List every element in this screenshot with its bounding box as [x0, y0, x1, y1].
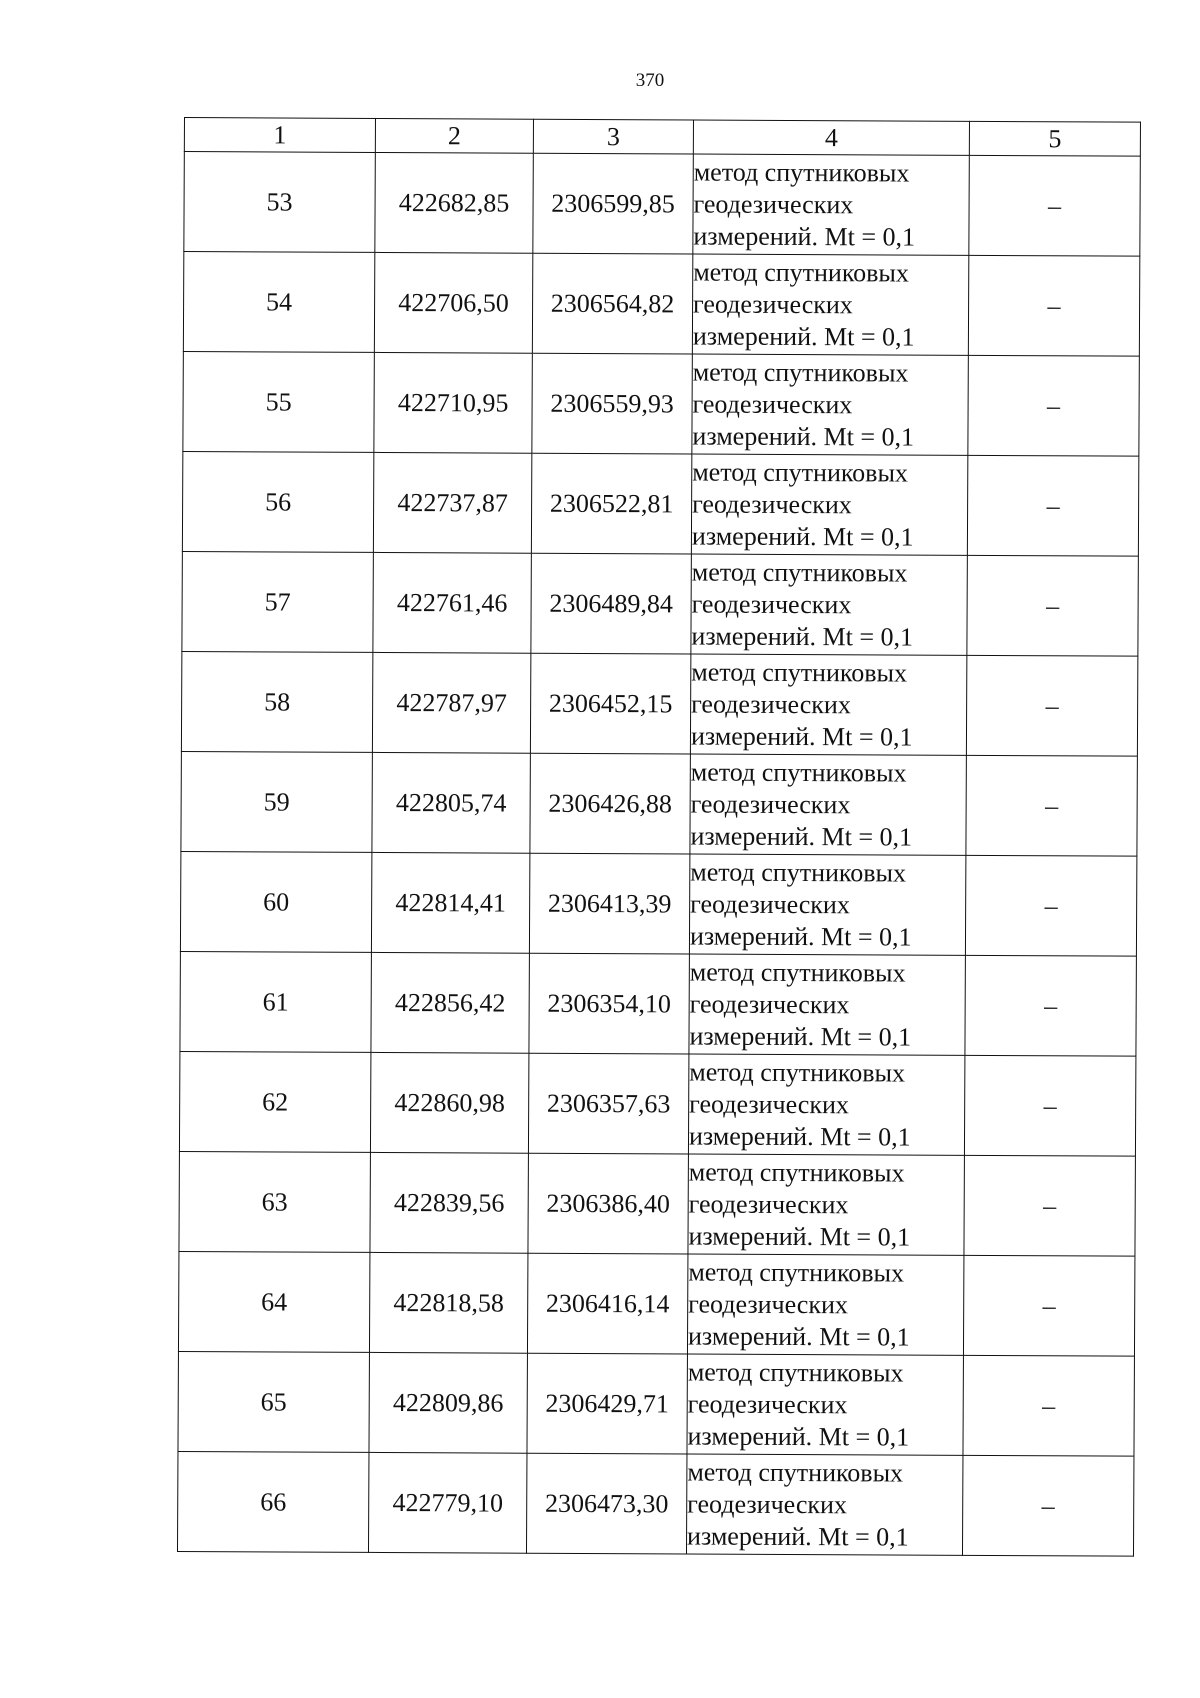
- y-coordinate-cell: 2306564,82: [532, 253, 692, 354]
- x-coordinate-cell: 422737,87: [373, 452, 531, 553]
- y-coordinate-cell: 2306489,84: [531, 553, 691, 654]
- method-line: метод спутниковых: [692, 456, 909, 488]
- note-cell: –: [968, 255, 1139, 356]
- point-number-cell: 57: [182, 551, 373, 652]
- method-cell: [688, 1154, 964, 1255]
- page-number: 370: [635, 70, 665, 91]
- method-cell: [693, 154, 969, 255]
- point-number-cell: 66: [177, 1451, 368, 1552]
- method-line: метод спутниковых: [689, 1056, 906, 1088]
- method-cell: [690, 654, 966, 755]
- method-cell: [688, 1054, 964, 1155]
- table-row: [182, 451, 1138, 556]
- y-coordinate-cell: 2306473,30: [526, 1453, 686, 1554]
- method-line: измерений. Mt = 0,1: [690, 720, 913, 752]
- table-body: [177, 152, 1140, 1557]
- column-header: 1: [184, 118, 375, 153]
- point-number-cell: 61: [180, 951, 371, 1052]
- method-line: геодезических: [692, 488, 852, 519]
- table-row: [184, 152, 1140, 257]
- method-line: измерений. Mt = 0,1: [687, 1420, 910, 1452]
- note-cell: –: [965, 955, 1136, 1056]
- method-line: измерений. Mt = 0,1: [691, 620, 914, 652]
- coordinates-table: [177, 117, 1141, 1557]
- method-line: геодезических: [691, 588, 852, 619]
- method-line: геодезических: [692, 388, 853, 419]
- y-coordinate-cell: 2306386,40: [528, 1153, 688, 1254]
- point-number-cell: 53: [184, 152, 375, 253]
- y-coordinate-cell: 2306357,63: [528, 1053, 688, 1154]
- method-cell: [692, 354, 968, 455]
- column-header: 2: [375, 118, 533, 153]
- method-line: измерений. Mt = 0,1: [690, 820, 913, 852]
- point-number-cell: 54: [183, 252, 374, 353]
- y-coordinate-cell: 2306452,15: [530, 653, 690, 754]
- point-number-cell: 62: [179, 1051, 370, 1152]
- method-line: метод спутниковых: [688, 1156, 905, 1188]
- table-row: [179, 1051, 1135, 1156]
- method-line: геодезических: [687, 1488, 848, 1519]
- method-cell: [690, 754, 966, 855]
- y-coordinate-cell: 2306599,85: [533, 153, 693, 254]
- method-line: метод спутниковых: [691, 656, 908, 688]
- point-number-cell: 60: [180, 851, 371, 952]
- note-cell: –: [963, 1355, 1134, 1456]
- method-line: геодезических: [689, 988, 850, 1019]
- table-row: [182, 551, 1138, 656]
- method-line: измерений. Mt = 0,1: [688, 1120, 911, 1152]
- x-coordinate-cell: 422805,74: [372, 752, 530, 853]
- method-cell: [692, 254, 968, 355]
- method-cell: [691, 454, 967, 555]
- note-cell: –: [963, 1255, 1134, 1356]
- column-header: 5: [969, 121, 1140, 156]
- method-cell: [686, 1454, 962, 1555]
- y-coordinate-cell: 2306413,39: [529, 853, 689, 954]
- point-number-cell: 63: [179, 1151, 370, 1252]
- table-row: [180, 851, 1136, 956]
- method-line: метод спутниковых: [687, 1356, 904, 1388]
- method-cell: [687, 1254, 963, 1355]
- x-coordinate-cell: 422787,97: [372, 652, 530, 753]
- method-line: геодезических: [693, 288, 853, 319]
- x-coordinate-cell: 422761,46: [373, 552, 531, 653]
- method-line: измерений. Mt = 0,1: [692, 420, 915, 452]
- method-line: геодезических: [690, 888, 850, 919]
- method-line: метод спутниковых: [690, 856, 907, 888]
- method-line: геодезических: [689, 1088, 849, 1119]
- table-header-row: [184, 118, 1140, 157]
- table-row: [183, 252, 1139, 357]
- method-line: измерений. Mt = 0,1: [691, 520, 914, 552]
- table-row: [178, 1251, 1134, 1356]
- method-cell: [689, 854, 965, 955]
- point-number-cell: 56: [182, 451, 373, 552]
- note-cell: –: [966, 655, 1137, 756]
- note-cell: –: [964, 1055, 1135, 1156]
- method-line: метод спутниковых: [687, 1456, 904, 1488]
- table-row: [177, 1451, 1133, 1556]
- x-coordinate-cell: 422809,86: [369, 1352, 527, 1453]
- method-line: измерений. Mt = 0,1: [692, 320, 915, 352]
- method-line: геодезических: [688, 1188, 849, 1219]
- method-line: метод спутниковых: [693, 256, 910, 288]
- method-line: геодезических: [687, 1388, 848, 1419]
- x-coordinate-cell: 422682,85: [375, 152, 533, 253]
- note-cell: –: [962, 1455, 1133, 1556]
- method-line: метод спутниковых: [692, 356, 909, 388]
- method-line: метод спутниковых: [691, 556, 908, 588]
- method-cell: [689, 954, 965, 1055]
- method-line: измерений. Mt = 0,1: [689, 1020, 912, 1052]
- note-cell: –: [964, 1155, 1135, 1256]
- x-coordinate-cell: 422818,58: [369, 1252, 527, 1353]
- method-line: метод спутниковых: [688, 1256, 905, 1288]
- table-row: [178, 1351, 1134, 1456]
- method-line: геодезических: [688, 1288, 849, 1319]
- note-cell: –: [967, 455, 1138, 556]
- method-line: метод спутниковых: [689, 956, 906, 988]
- x-coordinate-cell: 422814,41: [371, 852, 529, 953]
- point-number-cell: 65: [178, 1351, 369, 1452]
- column-header: 3: [533, 119, 693, 154]
- table-row: [183, 351, 1139, 456]
- note-cell: –: [965, 855, 1136, 956]
- x-coordinate-cell: 422779,10: [368, 1452, 526, 1553]
- method-cell: [687, 1354, 963, 1455]
- point-number-cell: 59: [181, 751, 372, 852]
- x-coordinate-cell: 422856,42: [371, 952, 529, 1053]
- y-coordinate-cell: 2306416,14: [527, 1253, 687, 1354]
- method-line: геодезических: [693, 188, 854, 219]
- column-header: 4: [693, 120, 969, 155]
- x-coordinate-cell: 422710,95: [374, 352, 532, 453]
- method-line: измерений. Mt = 0,1: [687, 1520, 909, 1552]
- y-coordinate-cell: 2306426,88: [530, 753, 690, 854]
- table-row: [181, 651, 1137, 756]
- y-coordinate-cell: 2306354,10: [529, 953, 689, 1054]
- method-line: метод спутниковых: [690, 756, 907, 788]
- y-coordinate-cell: 2306522,81: [531, 453, 691, 554]
- method-line: геодезических: [691, 688, 851, 719]
- method-line: измерений. Mt = 0,1: [688, 1220, 911, 1252]
- point-number-cell: 64: [178, 1251, 369, 1352]
- method-line: метод спутниковых: [693, 156, 910, 188]
- note-cell: –: [966, 755, 1137, 856]
- table-row: [179, 1151, 1135, 1256]
- note-cell: –: [967, 555, 1138, 656]
- y-coordinate-cell: 2306429,71: [527, 1353, 687, 1454]
- note-cell: –: [968, 355, 1139, 456]
- table-row: [181, 751, 1137, 856]
- y-coordinate-cell: 2306559,93: [532, 353, 692, 454]
- x-coordinate-cell: 422706,50: [374, 252, 532, 353]
- method-cell: [691, 554, 967, 655]
- point-number-cell: 58: [181, 651, 372, 752]
- table-row: [180, 951, 1136, 1056]
- method-line: измерений. Mt = 0,1: [687, 1320, 910, 1352]
- method-line: измерений. Mt = 0,1: [689, 920, 912, 952]
- x-coordinate-cell: 422839,56: [370, 1152, 528, 1253]
- point-number-cell: 55: [183, 351, 374, 452]
- method-line: геодезических: [690, 788, 851, 819]
- x-coordinate-cell: 422860,98: [370, 1052, 528, 1153]
- method-line: измерений. Mt = 0,1: [693, 220, 916, 252]
- note-cell: –: [969, 155, 1140, 256]
